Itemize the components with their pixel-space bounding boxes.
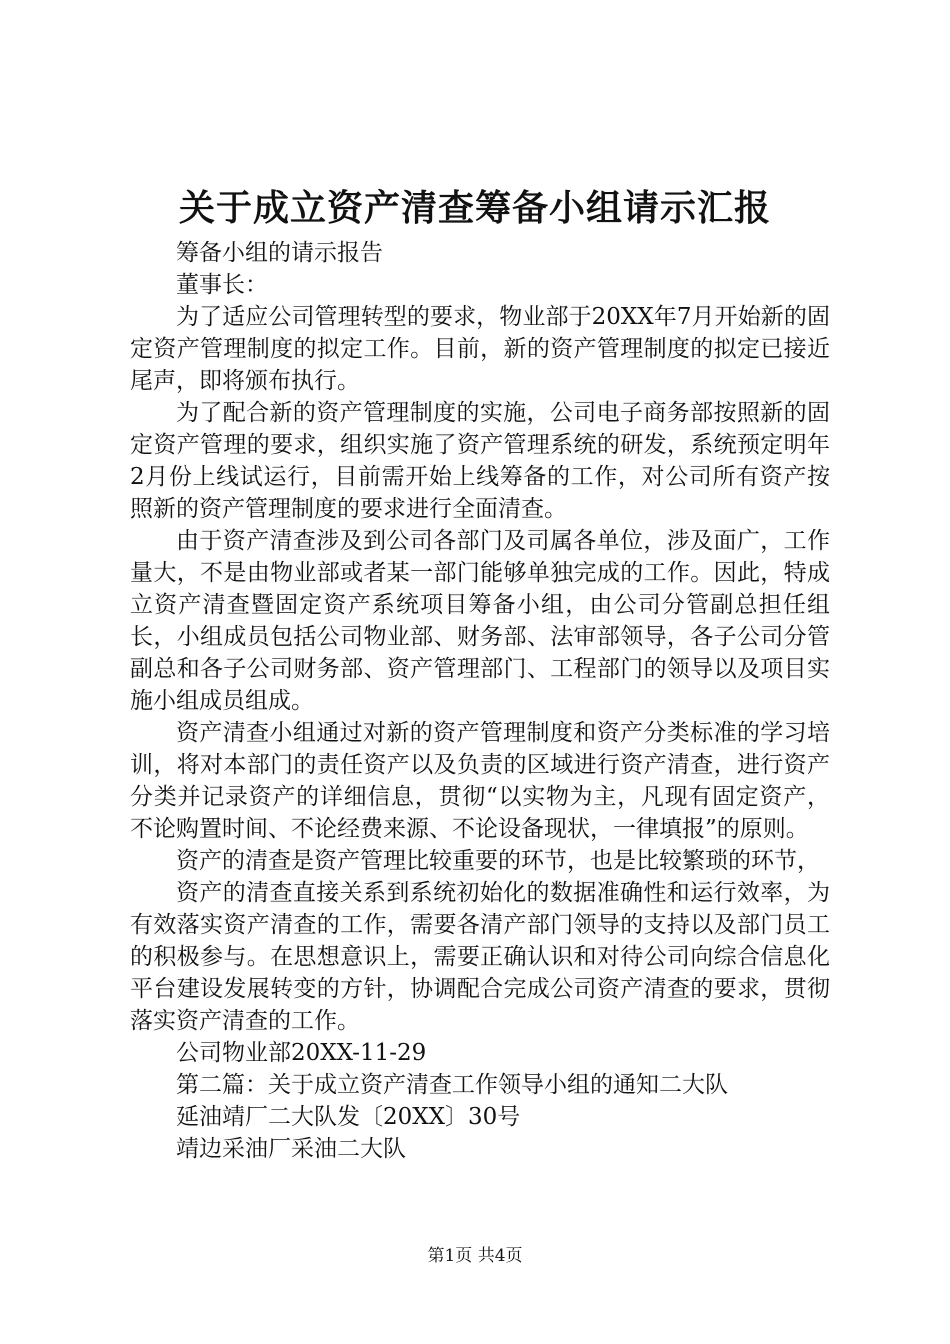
body-paragraph: 为了配合新的资产管理制度的实施，公司电子商务部按照新的固定资产管理的要求，组织实施了资产管理系统的研发，系统预定明年2月份上线试运行，目前需开始上线筹备的工作，对公司所有资产按照新的资产管理制度的要求进行全面清查。 bbox=[130, 400, 830, 522]
body-paragraph: 为了适应公司管理转型的要求，物业部于20XX年7月开始新的固定资产管理制度的拟定工作。目前，新的资产管理制度的拟定已接近尾声，即将颁布执行。 bbox=[130, 304, 830, 394]
document-body bbox=[130, 237, 830, 1165]
document-title: 关于成立资产清查筹备小组请示汇报 bbox=[178, 187, 771, 229]
body-paragraph: 资产的清查是资产管理比较重要的环节，也是比较繁琐的环节， bbox=[176, 848, 820, 874]
body-paragraph: 靖边采油厂采油二大队 bbox=[176, 1136, 406, 1162]
body-paragraph: 延油靖厂二大队发〔20XX〕30号 bbox=[176, 1104, 521, 1130]
body-paragraph: 由于资产清查涉及到公司各部门及司属各单位，涉及面广，工作量大，不是由物业部或者某一部门能够单独完成的工作。因此，特成立资产清查暨固定资产系统项目筹备小组，由公司分管副总担任组长，小组成员包括公司物业部、财务部、法审部领导，各子公司分管副总和各子公司财务部、资产管理部门、工程部门的领导以及项目实施小组成员组成。 bbox=[130, 528, 830, 714]
body-paragraph: 公司物业部20XX-11-29 bbox=[176, 1040, 427, 1066]
body-paragraph: 筹备小组的请示报告 bbox=[176, 240, 383, 266]
body-paragraph: 第二篇：关于成立资产清查工作领导小组的通知二大队 bbox=[176, 1072, 728, 1098]
body-paragraph: 董事长： bbox=[176, 272, 268, 298]
page-number-footer: 第1页 共4页 bbox=[427, 1246, 523, 1266]
body-paragraph: 资产清查小组通过对新的资产管理制度和资产分类标准的学习培训，将对本部门的责任资产以及负责的区域进行资产清查，进行资产分类并记录资产的详细信息，贯彻“以实物为主，凡现有固定资产，不论购置时间、不论经费来源、不论设备现状，一律填报”的原则。 bbox=[130, 720, 830, 842]
body-paragraph: 资产的清查直接关系到系统初始化的数据准确性和运行效率，为有效落实资产清查的工作，需要各清产部门领导的支持以及部门员工的积极参与。在思想意识上，需要正确认识和对待公司向综合信息化平台建设发展转变的方针，协调配合完成公司资产清查的要求，贯彻落实资产清查的工作。 bbox=[130, 880, 830, 1034]
